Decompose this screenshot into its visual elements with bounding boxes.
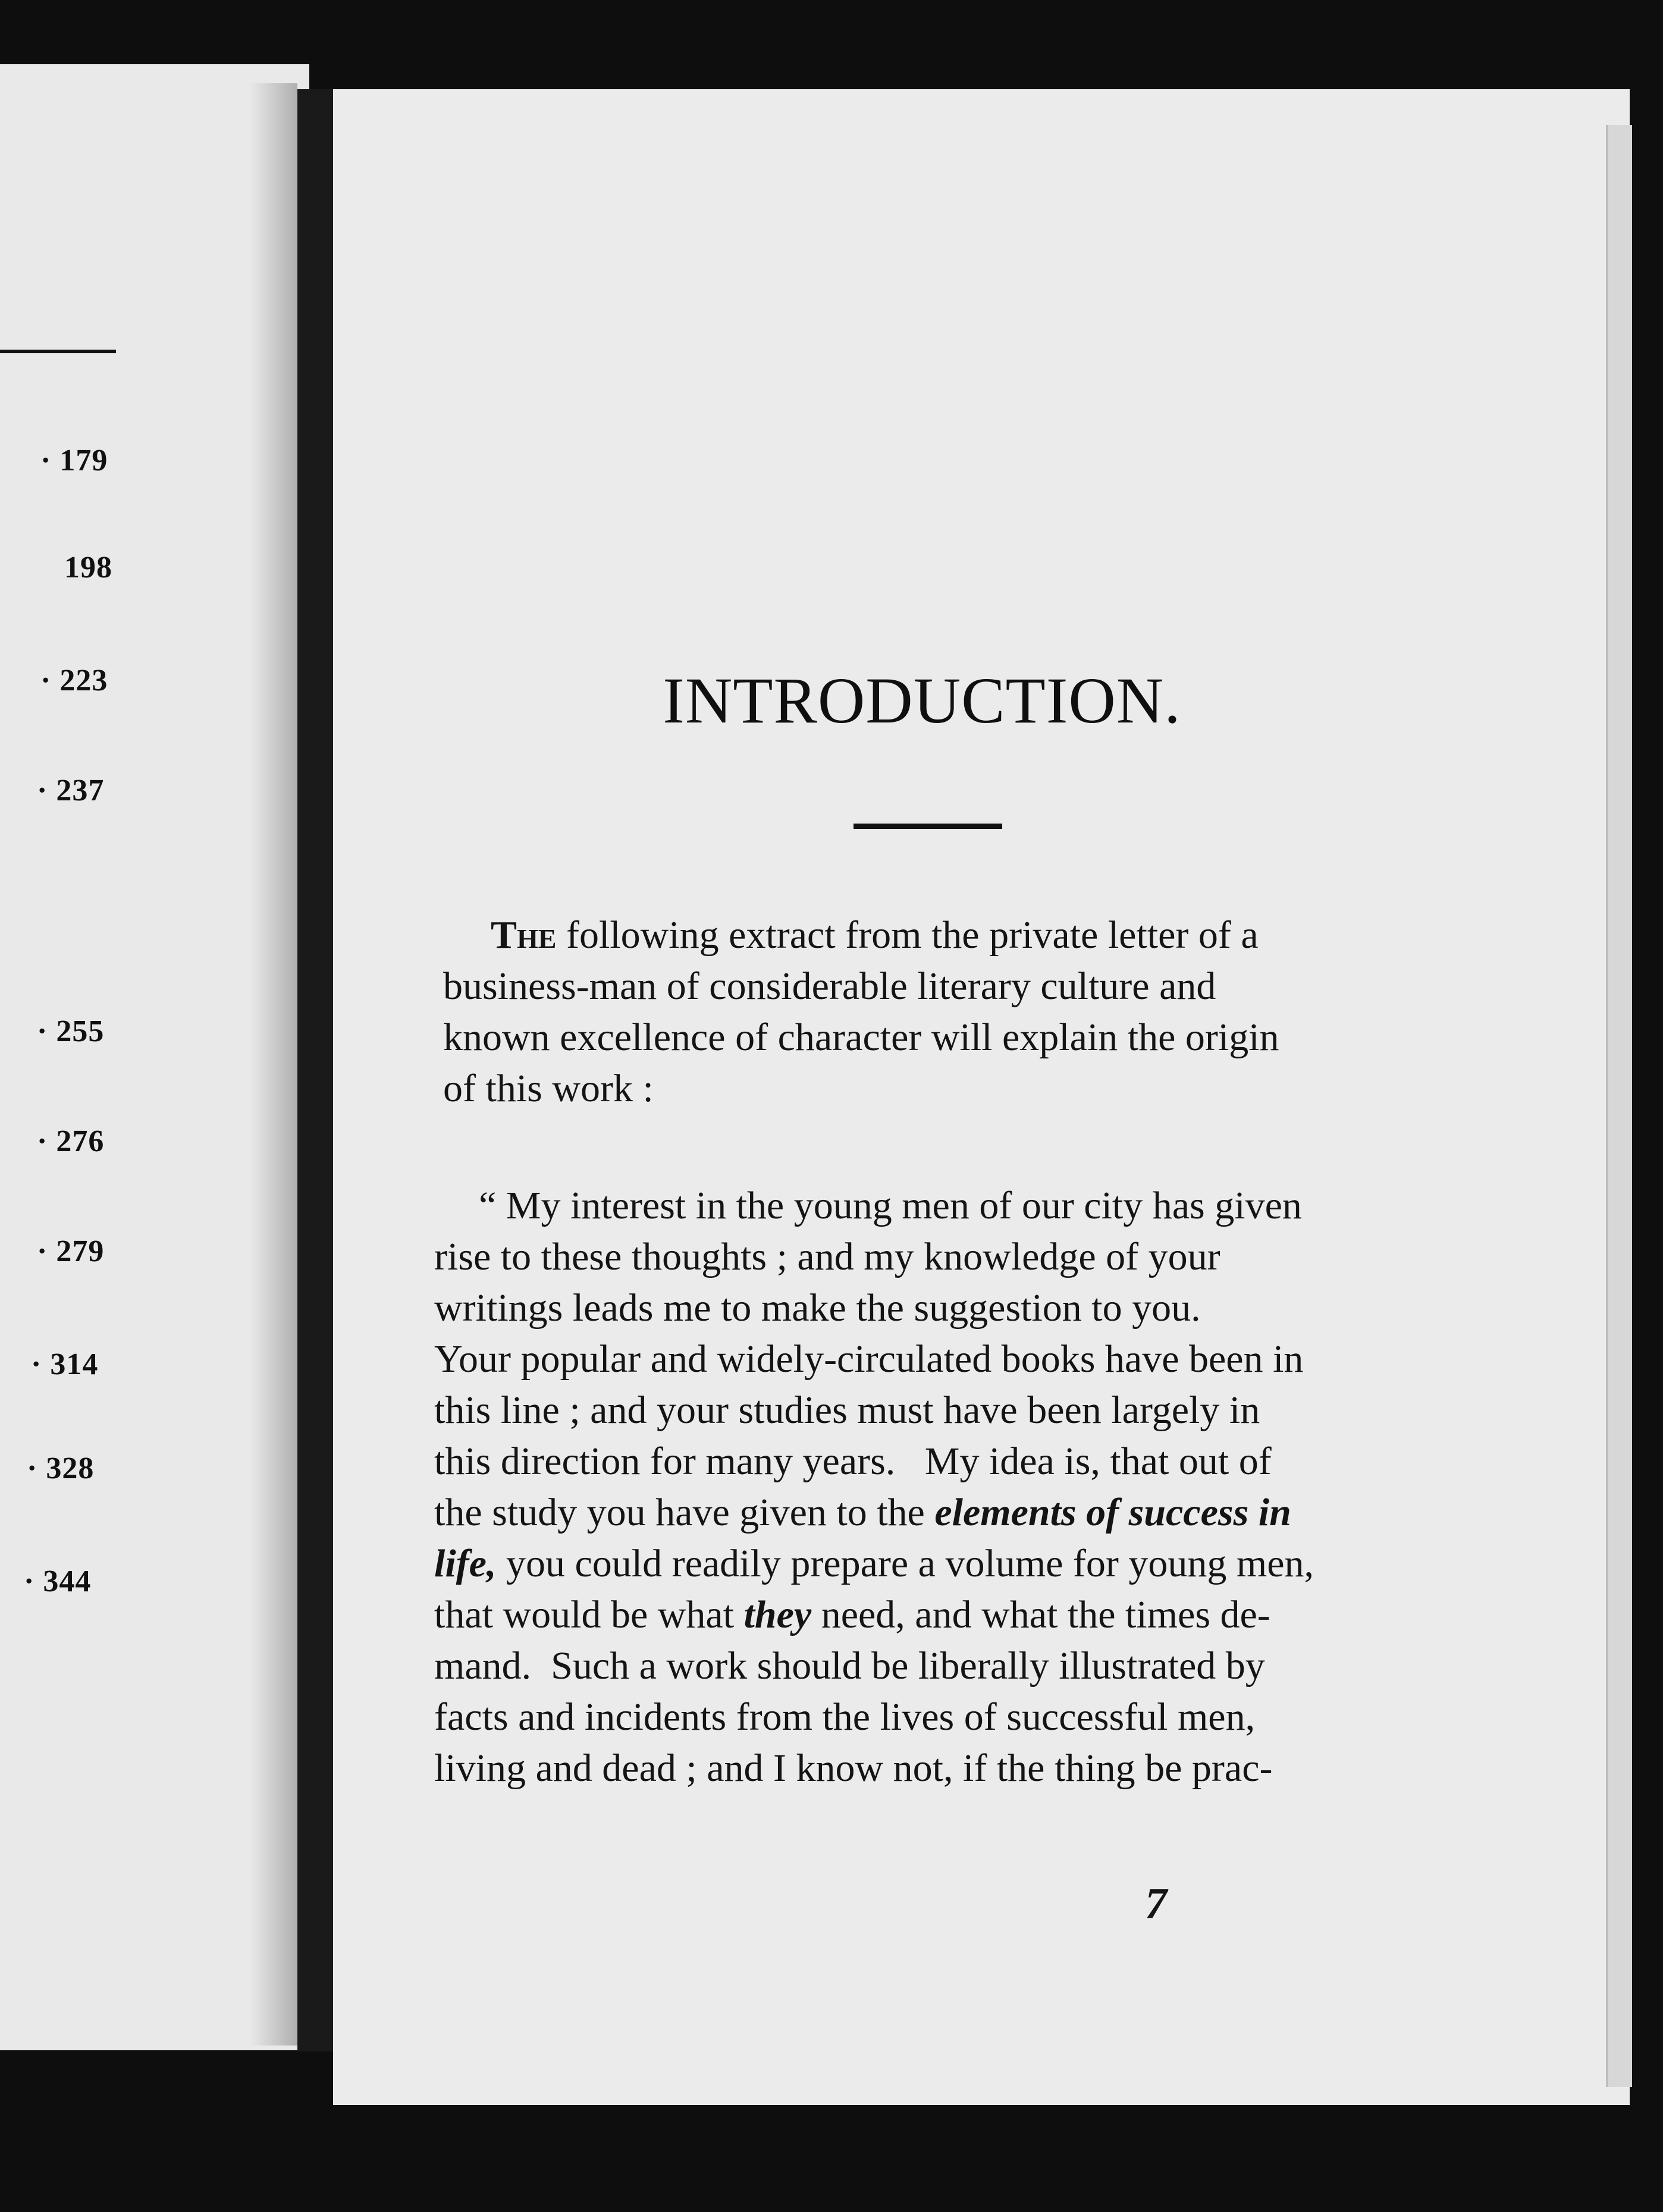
text-line: [491, 910, 1259, 961]
italic-phrase: they: [743, 1593, 812, 1636]
intro-paragraph: [443, 910, 1395, 1114]
toc-page-number: · 328: [27, 1451, 95, 1485]
text-run: need, and what the times de-: [811, 1593, 1270, 1636]
drop-word: The: [491, 913, 557, 957]
text-run: the study you have given to the: [434, 1491, 935, 1534]
text-line: rise to these thoughts ; and my knowledge of your: [434, 1235, 1220, 1278]
toc-page-number: · 279: [37, 1234, 105, 1268]
page-number: 7: [1145, 1880, 1167, 1928]
text-line: mand. Such a work should be liberally illustrated by: [434, 1644, 1265, 1688]
page-edge: [1606, 125, 1632, 2087]
gutter-shadow: [250, 83, 297, 2046]
text-line: known excellence of character will explain the origin: [443, 1016, 1279, 1059]
title-divider: [854, 824, 1002, 829]
text-run: following extract from the private letter of a: [556, 913, 1259, 957]
toc-page-number: 198: [64, 551, 112, 585]
quoted-letter-paragraph: [434, 1180, 1386, 1794]
text-line: [434, 1487, 1291, 1538]
text-line: [434, 1538, 1314, 1589]
italic-phrase: elements of success in: [934, 1491, 1291, 1534]
text-line: business-man of considerable literary culture and: [443, 964, 1216, 1008]
toc-page-number: · 344: [24, 1564, 92, 1598]
text-line: Your popular and widely-circulated books have been in: [434, 1337, 1304, 1381]
text-line: “ My interest in the young men of our city has given: [479, 1184, 1302, 1227]
page-title: INTRODUCTION.: [663, 664, 1181, 737]
text-line: this line ; and your studies must have been largely in: [434, 1388, 1260, 1432]
text-line: living and dead ; and I know not, if the thing be prac-: [434, 1746, 1273, 1790]
text-run: you could readily prepare a volume for young men,: [496, 1542, 1314, 1585]
text-line: this direction for many years. My idea is, that out of: [434, 1440, 1272, 1483]
toc-page-number: · 179: [40, 444, 108, 477]
toc-page-number: · 314: [31, 1347, 99, 1381]
toc-page-number: · 255: [37, 1014, 105, 1048]
toc-page-number: · 223: [40, 664, 108, 697]
text-line: of this work :: [443, 1067, 654, 1110]
toc-page-number: · 276: [37, 1124, 105, 1158]
text-line: facts and incidents from the lives of successful men,: [434, 1695, 1256, 1739]
text-run: that would be what: [434, 1593, 744, 1636]
book-gutter: [297, 89, 333, 2051]
toc-page-number: · 237: [37, 774, 105, 807]
text-line: writings leads me to make the suggestion to you.: [434, 1286, 1201, 1330]
contents-divider: [0, 350, 116, 353]
italic-phrase: life,: [434, 1542, 497, 1585]
text-line: [434, 1589, 1270, 1641]
